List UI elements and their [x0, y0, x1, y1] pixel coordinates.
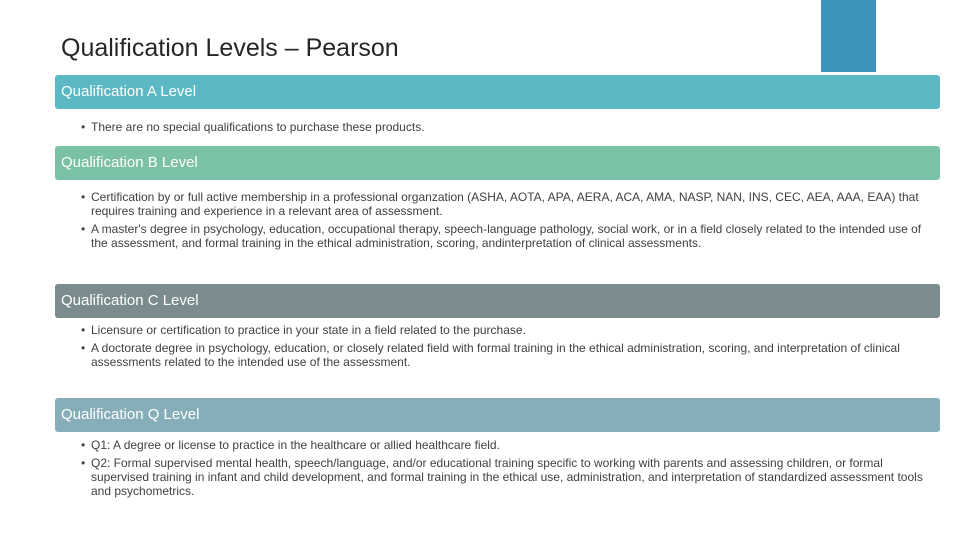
section-level-a — [55, 75, 940, 145]
list-item-text: Licensure or certification to practice in your state in a field related to the purchase. — [91, 323, 526, 337]
bullet-icon: • — [81, 190, 86, 204]
bullet-icon: • — [81, 456, 86, 470]
section-header-level-a: Qualification A Level — [55, 75, 940, 109]
section-header-level-c: Qualification C Level — [55, 284, 940, 318]
list-item — [81, 120, 932, 134]
list-item-text: A master's degree in psychology, education, occupational therapy, speech-language pathology, social work, or in a field closely related to the intended use of the assessment, and formal training in the ethical administration, scoring, andinterpretation of clinical assessments. — [91, 222, 922, 250]
list-item-text: A doctorate degree in psychology, education, or closely related field with formal training in the ethical administration, scoring, and interpretation of clinical assessments related to the intended use of the assessment. — [91, 341, 900, 369]
bullet-list-level-c — [81, 323, 932, 373]
section-header-level-q: Qualification Q Level — [55, 398, 940, 432]
list-item — [81, 323, 932, 337]
list-item — [81, 341, 932, 369]
list-item-text: There are no special qualifications to purchase these products. — [91, 120, 425, 134]
bullet-icon: • — [81, 438, 86, 452]
bullet-list-level-q — [81, 438, 932, 502]
list-item — [81, 222, 932, 250]
list-item-text: Q1: A degree or license to practice in the healthcare or allied healthcare field. — [91, 438, 500, 452]
bullet-icon: • — [81, 341, 86, 355]
bullet-list-level-a — [81, 120, 932, 138]
section-header-level-b: Qualification B Level — [55, 146, 940, 180]
corner-accent-tab — [821, 0, 876, 72]
section-level-c — [55, 284, 940, 396]
bullet-icon: • — [81, 323, 86, 337]
page-title: Qualification Levels – Pearson — [61, 34, 399, 62]
bullet-icon: • — [81, 120, 86, 134]
bullet-list-level-b — [81, 190, 932, 254]
bullet-icon: • — [81, 222, 86, 236]
list-item — [81, 456, 932, 498]
section-level-q — [55, 398, 940, 528]
list-item — [81, 190, 932, 218]
list-item-text: Q2: Formal supervised mental health, speech/language, and/or educational training specific to working with parents and assessing children, or formal supervised training in infant and child development, and formal training in the ethical use, administration, and interpretation of standardized assessment tools and psychometrics. — [91, 456, 923, 498]
list-item-text: Certification by or full active membership in a professional organzation (ASHA, AOTA, APA, AERA, ACA, AMA, NASP, NAN, INS, CEC, AEA, AAA, EAA) that requires training and experience in a relevant area of assessment. — [91, 190, 919, 218]
section-level-b — [55, 146, 940, 281]
list-item — [81, 438, 932, 452]
